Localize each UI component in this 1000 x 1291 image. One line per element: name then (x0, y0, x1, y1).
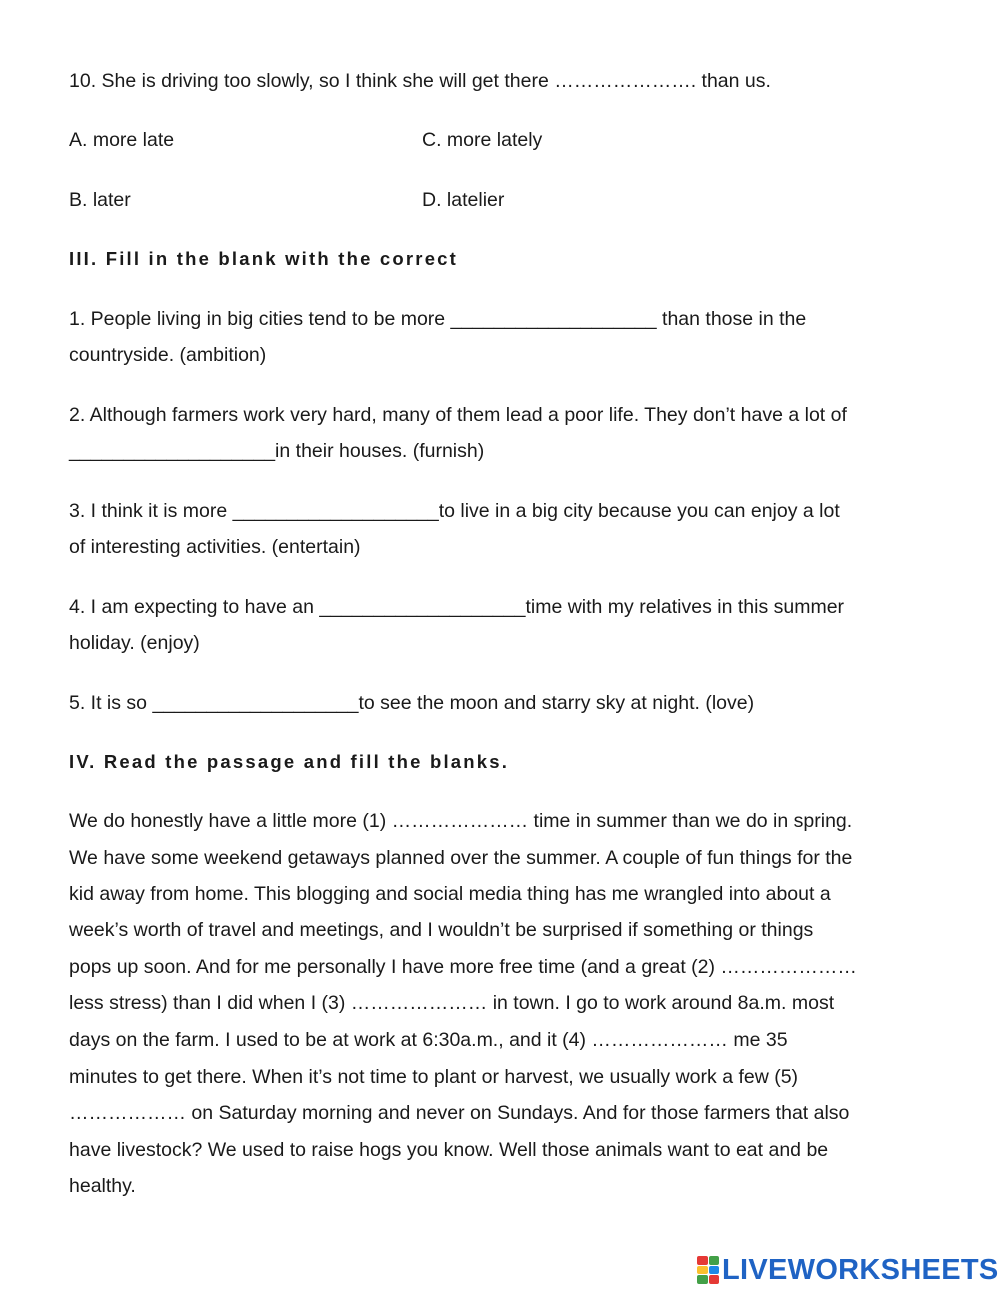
option-d: D. latelier (422, 189, 505, 211)
option-a: A. more late (69, 129, 175, 151)
section-4-heading: IV. Read the passage and fill the blanks. (69, 751, 510, 772)
logo-text: LIVEWORKSHEETS (722, 1253, 999, 1286)
section-3-line: 5. It is so ___________________to see the moon and starry sky at night. (love) (69, 692, 755, 714)
section-3-line: ___________________in their houses. (furnish) (69, 440, 485, 462)
passage-line: We have some weekend getaways planned over the summer. A couple of fun things for the (69, 847, 853, 869)
passage-line: kid away from home. This blogging and social media thing has me wrangled into about a (69, 883, 831, 905)
section-3-line: 3. I think it is more ___________________to live in a big city because you can enjoy a lot (69, 500, 840, 522)
section-3-line: 1. People living in big cities tend to be more ___________________ than those in the (69, 308, 807, 330)
liveworksheets-blocks-icon (697, 1256, 719, 1284)
section-3-line: of interesting activities. (entertain) (69, 536, 361, 558)
liveworksheets-logo (697, 1252, 999, 1288)
section-3-heading: III. Fill in the blank with the correct (69, 248, 459, 269)
passage-line: less stress) than I did when I (3) ………………… in town. I go to work around 8a.m. most (69, 992, 835, 1014)
section-3-line: countryside. (ambition) (69, 344, 267, 366)
section-3-line: holiday. (enjoy) (69, 632, 200, 654)
option-b: B. later (69, 189, 131, 211)
section-3-line: 4. I am expecting to have an ___________________time with my relatives in this summer (69, 596, 845, 618)
passage-line: have livestock? We used to raise hogs you know. Well those animals want to eat and be (69, 1139, 829, 1161)
section-3-line: 2. Although farmers work very hard, many of them lead a poor life. They don’t have a lot of (69, 404, 847, 426)
passage-line: ……………… on Saturday morning and never on Sundays. And for those farmers that also (69, 1102, 850, 1124)
passage-line: days on the farm. I used to be at work at 6:30a.m., and it (4) ………………… me 35 (69, 1029, 788, 1051)
passage-line: week’s worth of travel and meetings, and I wouldn’t be surprised if something or things (69, 919, 814, 941)
passage-line: minutes to get there. When it’s not time to plant or harvest, we usually work a few (5) (69, 1066, 799, 1088)
passage-line: We do honestly have a little more (1) ………………… time in summer than we do in spring. (69, 810, 853, 832)
option-c: C. more lately (422, 129, 543, 151)
passage-line: healthy. (69, 1175, 136, 1197)
passage-line: pops up soon. And for me personally I have more free time (and a great (2) ………………… (69, 956, 857, 978)
question-10-stem: 10. She is driving too slowly, so I think she will get there …………………. than us. (69, 70, 771, 92)
